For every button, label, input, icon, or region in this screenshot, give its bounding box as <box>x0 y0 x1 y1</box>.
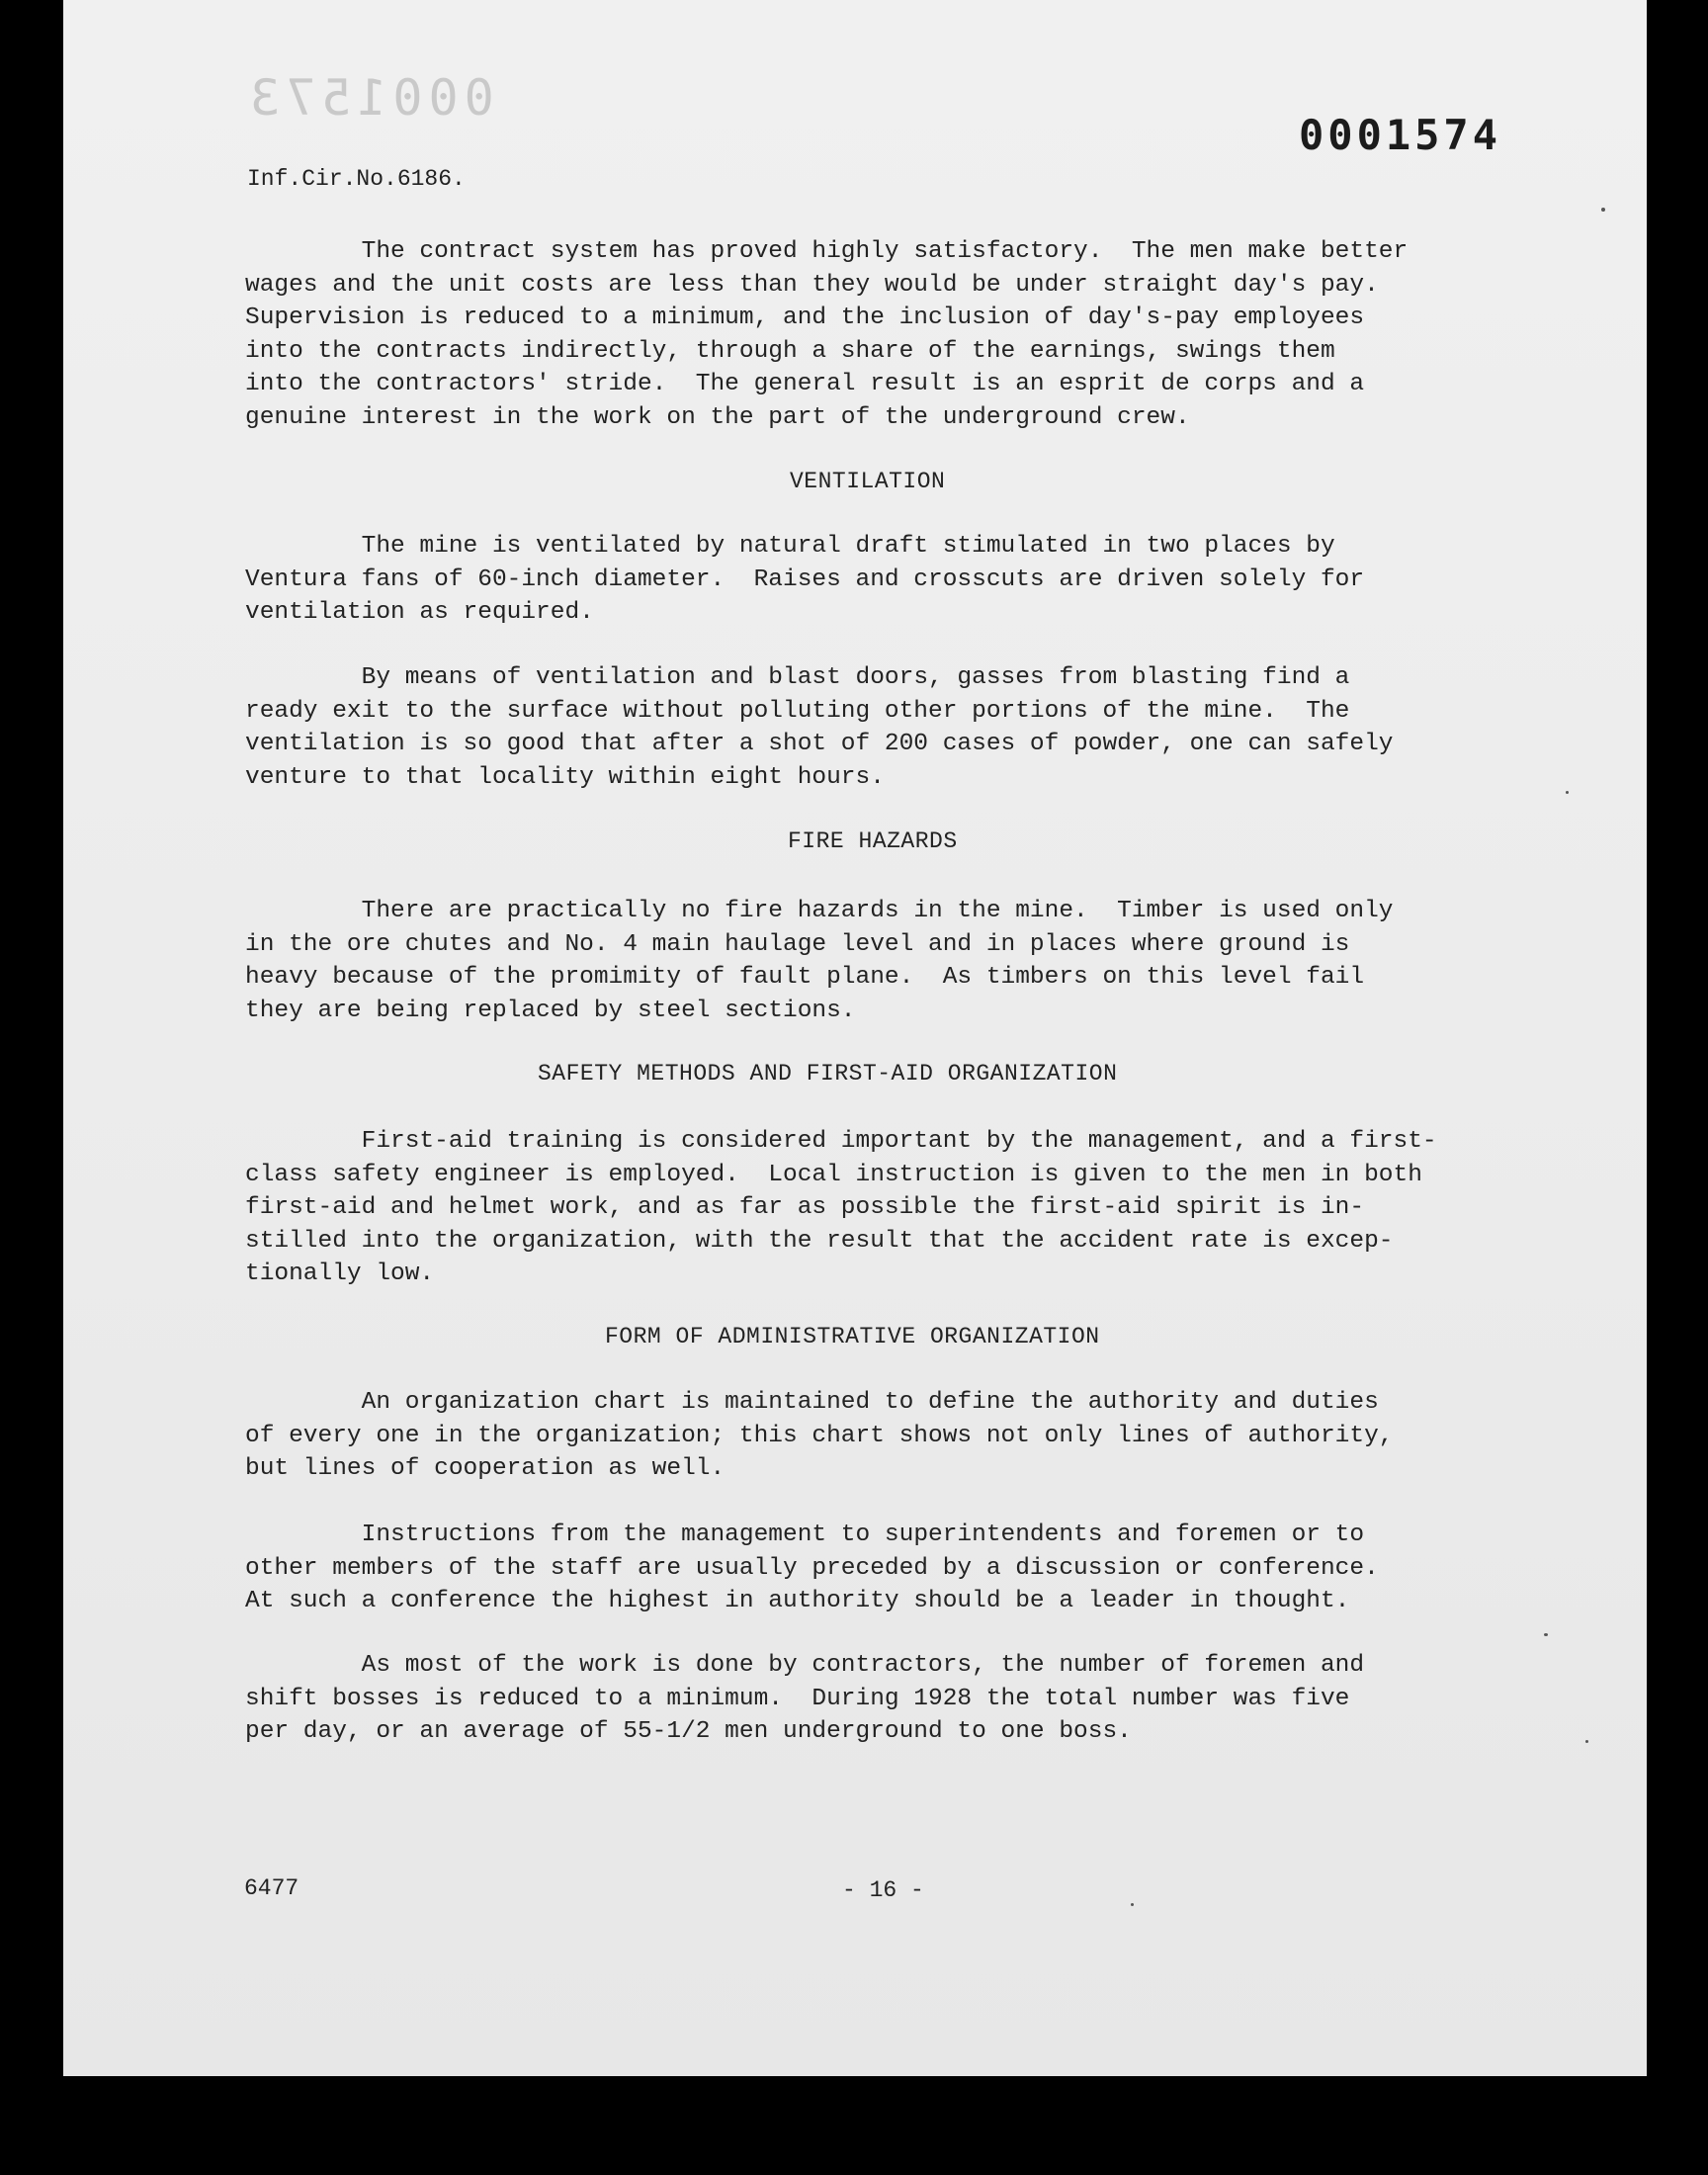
administration-paragraph-2: Instructions from the management to superintendents and foremen or to other members of the staff are usually preceded by a discussion or conference. At such a conference the highest in authority should be a leader in thought. <box>245 1522 1379 1614</box>
safety-paragraph: First-aid training is considered important by the management, and a first- class safety engineer is employed. Local instruction is given to the men in both first-aid and helmet work, and as far as possible the first-aid spirit is in- stilled into the organization, with the result that the accident rate is excep- tionally low. <box>245 1128 1437 1287</box>
ventilation-paragraph-2: By means of ventilation and blast doors, gasses from blasting find a ready exit to the surface without polluting other portions of the mine. The ventilation is so good that after a shot of 200 cases of powder, one can safely venture to that locality within eight hours. <box>245 664 1394 791</box>
document-page <box>63 0 1647 2076</box>
page-number: - 16 - <box>842 1877 924 1903</box>
circular-reference: Inf.Cir.No.6186. <box>247 166 466 192</box>
bleed-through-page-number: 0001573 <box>244 69 494 127</box>
section-heading-fire-hazards: FIRE HAZARDS <box>788 828 958 854</box>
section-heading-ventilation: VENTILATION <box>790 469 946 494</box>
scan-speck <box>1131 1903 1134 1906</box>
administration-paragraph-1: An organization chart is maintained to define the authority and duties of every one in the organization; this chart shows not only lines of authority, but lines of cooperation as well. <box>245 1389 1394 1482</box>
scan-speck <box>1544 1633 1548 1636</box>
ventilation-paragraph-1: The mine is ventilated by natural draft stimulated in two places by Ventura fans of 60-inch diameter. Raises and crosscuts are driven solely for ventilation as required. <box>245 533 1365 626</box>
scan-speck <box>1601 208 1605 212</box>
intro-paragraph: The contract system has proved highly satisfactory. The men make better wages and the unit costs are less than they would be under straight day's pay. Supervision is reduced to a minimum, and the inclusion of day's-pay employees into the contracts indirectly, through a share of the earnings, swings them into the contractors' stride. The general result is an esprit de corps and a genuine interest in the work on the part of the underground crew. <box>245 238 1409 431</box>
scan-speck <box>1585 1740 1588 1743</box>
stamped-document-number: 0001574 <box>1299 111 1502 159</box>
scan-speck <box>1566 791 1569 794</box>
report-number: 6477 <box>244 1875 299 1901</box>
administration-paragraph-3: As most of the work is done by contractors, the number of foremen and shift bosses is reduced to a minimum. During 1928 the total number was five per day, or an average of 55-1/2 men underground to one boss. <box>245 1652 1365 1745</box>
fire-hazards-paragraph: There are practically no fire hazards in the mine. Timber is used only in the ore chutes and No. 4 main haulage level and in places where ground is heavy because of the promimity of fault plane. As timbers on this level fail they are being replaced by steel sections. <box>245 898 1394 1024</box>
section-heading-safety-methods: SAFETY METHODS AND FIRST-AID ORGANIZATION <box>538 1061 1118 1087</box>
scanner-background <box>0 2082 1708 2175</box>
section-heading-administrative-organization: FORM OF ADMINISTRATIVE ORGANIZATION <box>605 1324 1100 1349</box>
